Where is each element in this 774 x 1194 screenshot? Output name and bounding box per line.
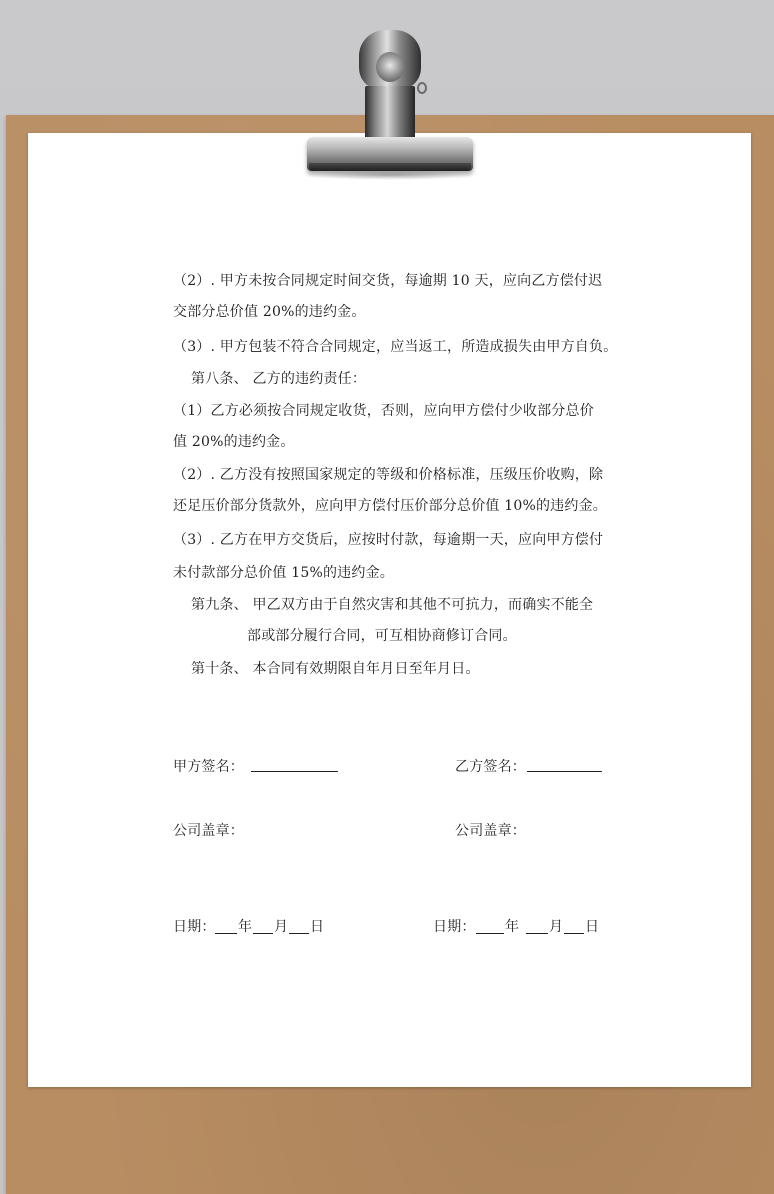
clause-b2-line1: （2）. 乙方没有按照国家规定的等级和价格标准，压级压价收购，除 bbox=[173, 467, 604, 483]
party-b-year-label: 年 bbox=[505, 919, 520, 935]
party-a-month-field[interactable] bbox=[253, 933, 273, 934]
party-a-year-field[interactable] bbox=[215, 933, 237, 934]
party-a-month-label: 月 bbox=[274, 919, 289, 935]
clip-base-edge bbox=[309, 163, 471, 171]
party-a-date-label: 日期： bbox=[173, 919, 216, 935]
clause-a2-line1: （2）. 甲方未按合同规定时间交货，每逾期 10 天，应向乙方偿付迟 bbox=[173, 273, 603, 289]
party-b-sign-line[interactable] bbox=[527, 771, 602, 772]
party-a-sign-label: 甲方签名： bbox=[173, 759, 244, 775]
clip-shadow bbox=[300, 170, 480, 180]
clause-b2-line2: 还足压价部分货款外，应向甲方偿付压价部分总价值 10%的违约金。 bbox=[173, 498, 607, 514]
article-10: 第十条、 本合同有效期限自年月日至年月日。 bbox=[191, 661, 480, 677]
party-b-month-field[interactable] bbox=[526, 933, 548, 934]
party-b-year-field[interactable] bbox=[476, 933, 504, 934]
clause-b3-line1: （3）. 乙方在甲方交货后，应按时付款，每逾期一天，应向甲方偿付 bbox=[173, 532, 604, 548]
clause-a2-line2: 交部分总价值 20%的违约金。 bbox=[173, 304, 366, 320]
clip-stem bbox=[365, 86, 415, 142]
clause-b1-line1: （1）乙方必须按合同规定收货，否则，应向甲方偿付少收部分总价 bbox=[173, 403, 594, 419]
clause-b1-line2: 值 20%的违约金。 bbox=[173, 434, 295, 450]
party-b-day-label: 日 bbox=[585, 919, 600, 935]
party-a-sign-line[interactable] bbox=[251, 771, 338, 772]
article-9-line1: 第九条、 甲乙双方由于自然灾害和其他不可抗力，而确实不能全 bbox=[191, 597, 594, 613]
party-b-seal-label: 公司盖章： bbox=[455, 823, 526, 839]
party-b-day-field[interactable] bbox=[564, 933, 584, 934]
clip-spring bbox=[417, 82, 427, 94]
party-a-seal-label: 公司盖章： bbox=[173, 823, 244, 839]
party-a-day-label: 日 bbox=[310, 919, 325, 935]
clip-ring-hole bbox=[376, 52, 404, 82]
party-a-day-field[interactable] bbox=[289, 933, 309, 934]
article-8-heading: 第八条、 乙方的违约责任： bbox=[191, 371, 367, 387]
clause-a3: （3）. 甲方包装不符合合同规定，应当返工，所造成损失由甲方自负。 bbox=[173, 339, 618, 355]
party-b-date-label: 日期： bbox=[433, 919, 476, 935]
party-b-month-label: 月 bbox=[549, 919, 564, 935]
clause-b3-line2: 未付款部分总价值 15%的违约金。 bbox=[173, 565, 394, 581]
party-a-year-label: 年 bbox=[238, 919, 253, 935]
party-b-sign-label: 乙方签名： bbox=[455, 759, 526, 775]
article-9-line2: 部或部分履行合同，可互相协商修订合同。 bbox=[247, 628, 517, 644]
